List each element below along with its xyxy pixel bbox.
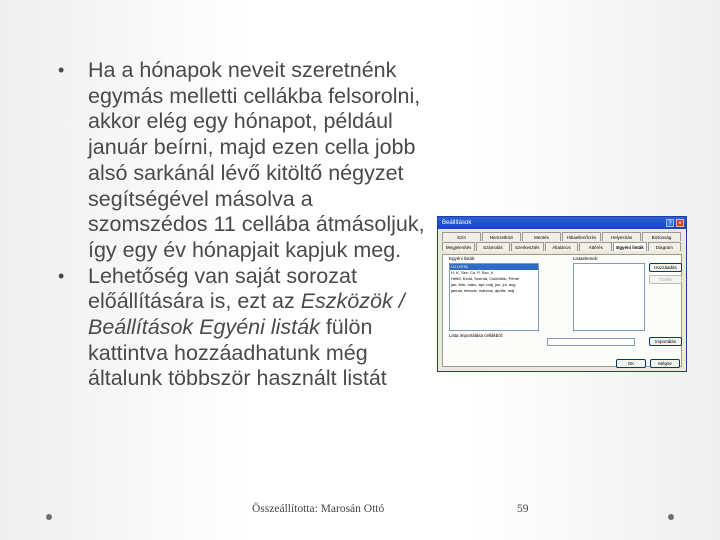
- import-button[interactable]: Importálás: [649, 337, 682, 346]
- list-item[interactable]: január, február, március, április, máj: [451, 288, 515, 293]
- tab-1[interactable]: Számolás: [476, 242, 509, 251]
- tab-0[interactable]: Szín: [442, 232, 481, 241]
- bullet-text-before: Lehetőség van saját sorozat előállítására is, ezt az: [88, 263, 357, 314]
- corner-dot-left: [46, 514, 52, 520]
- tab-1[interactable]: Nemzetközi: [482, 232, 521, 241]
- tab-row-1: [442, 232, 682, 241]
- add-button[interactable]: Hozzáadás: [649, 263, 682, 272]
- cancel-button[interactable]: Mégse: [650, 359, 680, 368]
- corner-dot-right: [668, 514, 674, 520]
- import-range-field[interactable]: [547, 338, 635, 346]
- delete-button[interactable]: Törlés: [649, 275, 682, 284]
- list-entries-textbox[interactable]: [573, 263, 645, 331]
- footer-author: Összeállította: Marosán Ottó: [252, 503, 385, 515]
- tab-3[interactable]: Hibaellenőrzés: [562, 232, 601, 241]
- help-icon[interactable]: ?: [666, 219, 674, 227]
- list-entries-label: Listaelemek:: [573, 256, 599, 261]
- tab-3[interactable]: Általános: [545, 242, 578, 251]
- bullet-text: Ha a hónapok neveit szeretnénk egymás melletti cellákba felsorolni, akkor elég egy hónapot, például január beírni, majd ezen cella jobb alsó sarkánál lévő kitöltő négyzet segítségével másolva a szomszédos 11 cellába átmásoljuk, így egy év hónapjait kapjuk meg.: [88, 58, 425, 262]
- close-icon[interactable]: ×: [676, 219, 684, 227]
- bullet-text-italic: Eszközök / Beállítások Egyéni listák: [88, 289, 405, 340]
- tab-0[interactable]: Megjelenítés: [442, 242, 475, 251]
- list-item[interactable]: H, K, Sze, Cs, P, Szo, V: [451, 270, 494, 275]
- list-item[interactable]: jan, febr, márc, ápr, máj, jún, júl, aug: [451, 282, 516, 287]
- bullet-item: [58, 58, 438, 264]
- custom-lists-label: Egyéni listák:: [449, 256, 476, 261]
- ok-button[interactable]: OK: [616, 359, 646, 368]
- tab-6[interactable]: Diagram: [648, 242, 681, 251]
- tab-5[interactable]: Egyéni listák: [613, 242, 646, 251]
- bullet-item: [58, 264, 438, 393]
- tab-2[interactable]: Mentés: [522, 232, 561, 241]
- bullet-dot: •: [58, 60, 65, 80]
- dialog-titlebar: [438, 217, 686, 229]
- dialog-title: Beállítások: [442, 220, 472, 226]
- page-number: 59: [517, 503, 529, 515]
- options-dialog-screenshot: [437, 216, 687, 372]
- dialog-tabs: [442, 232, 682, 252]
- tab-4[interactable]: Helyesírás: [602, 232, 641, 241]
- tab-4[interactable]: Áttérés: [579, 242, 612, 251]
- tab-2[interactable]: Szerkesztés: [511, 242, 544, 251]
- list-item[interactable]: Hétfő, Kedd, Szerda, Csütörtök, Pénte: [451, 276, 520, 281]
- import-label: Lista importálása cellákból:: [449, 333, 504, 338]
- bullet-text-after: fülön kattintva hozzáadhatunk még általunk többször használt listát: [88, 315, 387, 391]
- bullet-dot: •: [58, 265, 65, 286]
- list-item[interactable]: ÚJ LISTA: [450, 264, 538, 270]
- bullet-list: [58, 58, 438, 392]
- tab-row-2: [442, 242, 682, 251]
- custom-lists-listbox[interactable]: [449, 263, 539, 331]
- custom-lists-panel: [442, 254, 682, 367]
- tab-5[interactable]: Biztonság: [642, 232, 681, 241]
